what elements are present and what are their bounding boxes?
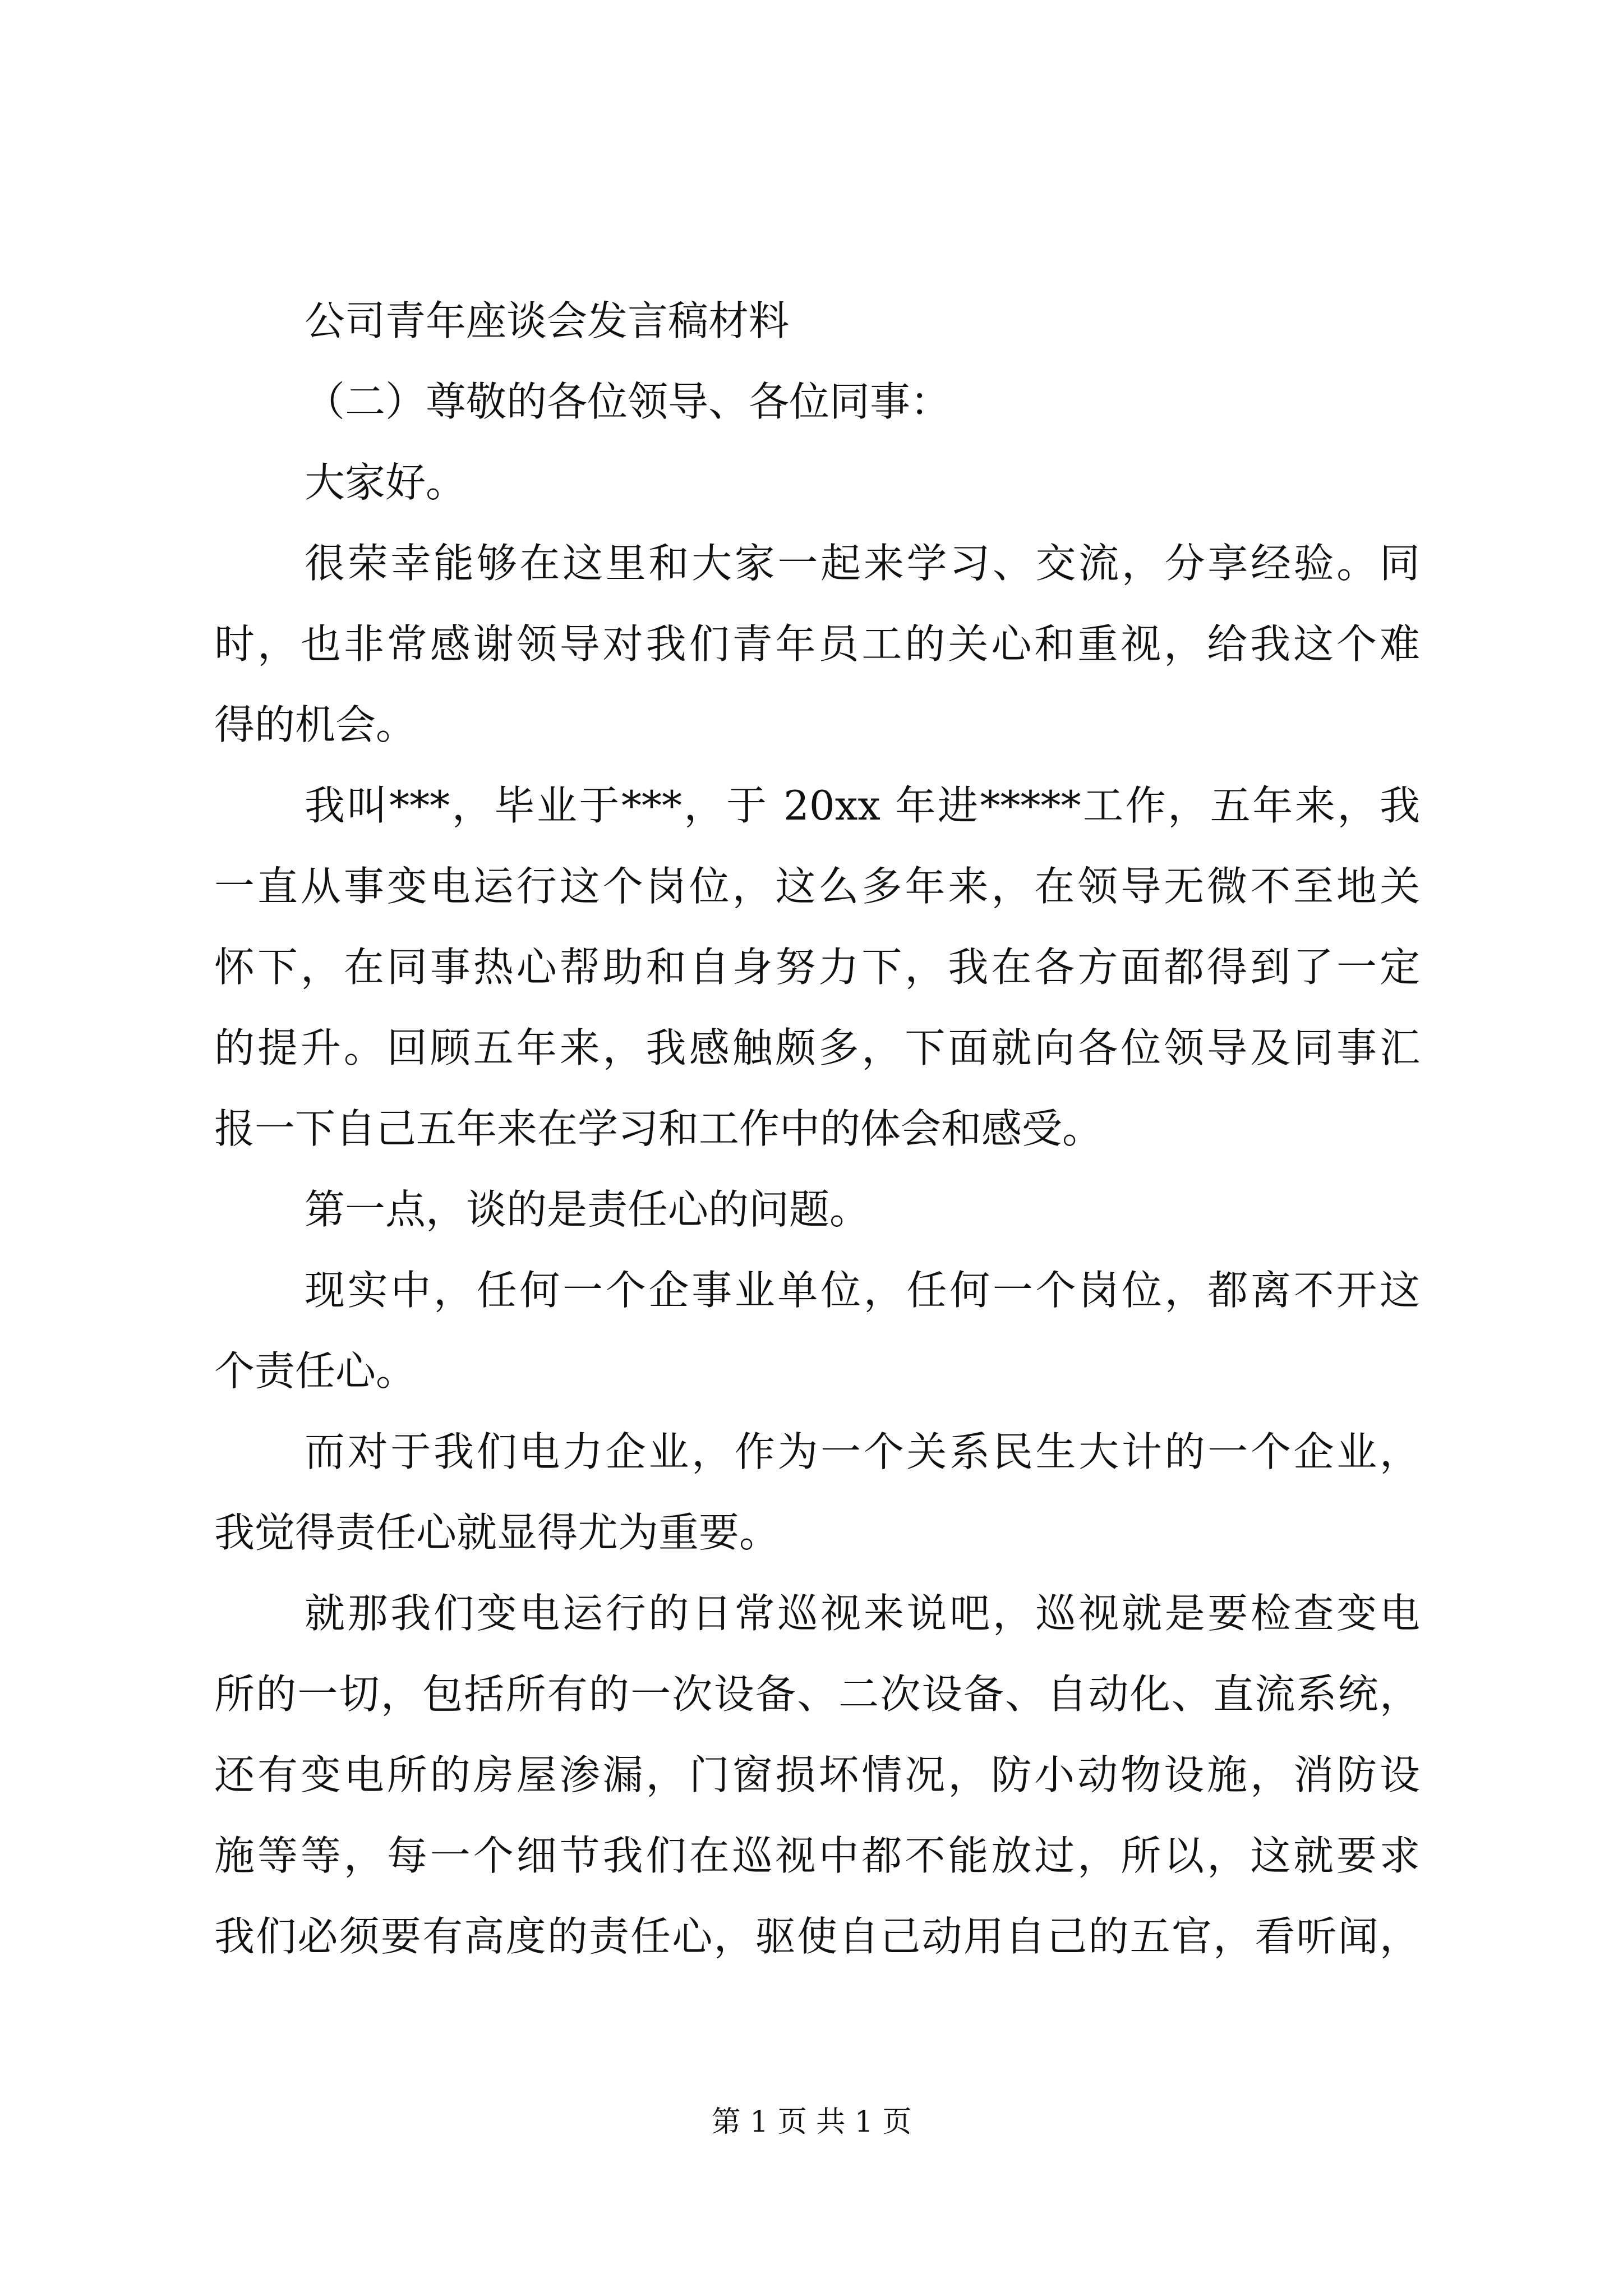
paragraph-line: 的提升。回顾五年来，我感触颇多，下面就向各位领导及同事汇 [214,1024,1420,1071]
paragraph [214,1411,1420,1573]
paragraph-line: 个责任心。 [214,1347,417,1395]
paragraph-line: 我叫***，毕业于***，于 20xx 年进*****工作，五年来，我 [305,782,1420,829]
paragraph-line: 时，也非常感谢领导对我们青年员工的关心和重视，给我这个难 [214,620,1420,668]
paragraph-line: 就那我们变电运行的日常巡视来说吧，巡视就是要检查变电 [305,1590,1420,1637]
paragraph [214,1169,1420,1250]
paragraph-line: 而对于我们电力企业，作为一个关系民生大计的一个企业， [305,1428,1420,1475]
paragraph-line: 现实中，任何一个企事业单位，任何一个岗位，都离不开这 [305,1267,1420,1314]
greeting: 大家好。 [305,459,467,506]
paragraph-line: 得的机会。 [214,701,417,748]
paragraph-line: 施等等，每一个细节我们在巡视中都不能放过，所以，这就要求 [214,1832,1420,1879]
document-body [214,280,1420,1977]
paragraph-line: 很荣幸能够在这里和大家一起来学习、交流，分享经验。同 [305,540,1420,587]
paragraph-line: 怀下，在同事热心帮助和自身努力下，我在各方面都得到了一定 [214,944,1420,991]
paragraph-line: 一直从事变电运行这个岗位，这么多年来，在领导无微不至地关 [214,863,1420,910]
paragraph [214,765,1420,1169]
paragraph [214,523,1420,765]
paragraph-line: 我们必须要有高度的责任心，驱使自己动用自己的五官，看听闻， [214,1913,1420,1960]
page-number-footer: 第 1 页 共 1 页 [711,2105,912,2139]
paragraph [214,1250,1420,1411]
paragraph-line: 所的一切，包括所有的一次设备、二次设备、自动化、直流系统， [214,1671,1420,1718]
paragraph-line: 还有变电所的房屋渗漏，门窗损坏情况，防小动物设施，消防设 [214,1751,1420,1798]
salutation: （二）尊敬的各位领导、各位同事： [305,378,951,425]
paragraph-line: 第一点，谈的是责任心的问题。 [305,1186,870,1233]
paragraph [214,1573,1420,1977]
paragraph-line: 报一下自己五年来在学习和工作中的体会和感受。 [214,1105,1103,1152]
document-title: 公司青年座谈会发言稿材料 [305,297,790,344]
paragraph-line: 我觉得责任心就显得尤为重要。 [214,1509,780,1556]
